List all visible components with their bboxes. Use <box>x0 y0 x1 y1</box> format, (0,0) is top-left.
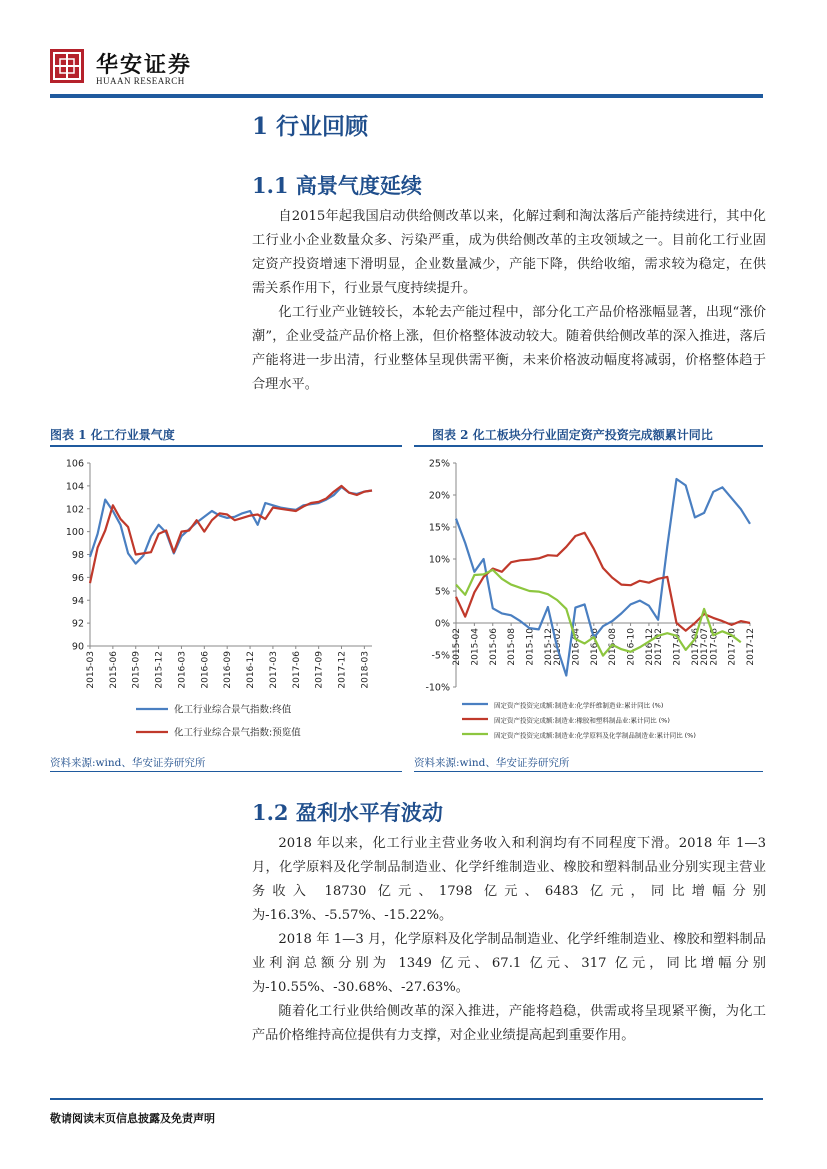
x-tick-label: 2017-09 <box>314 651 325 689</box>
x-tick-label: 2017-07 <box>700 628 711 666</box>
x-tick-label: 2015-10 <box>525 628 536 666</box>
figure-1-title: 图表 1 化工行业景气度 <box>50 428 175 442</box>
x-tick-label: 2017-03 <box>268 651 279 689</box>
brand-name: 华安证券 <box>96 52 193 78</box>
y-tick-label: 98 <box>71 550 84 561</box>
x-tick-label: 2015-04 <box>470 628 481 666</box>
chart-industry-prosperity <box>50 452 410 750</box>
x-tick-label: 2015-06 <box>108 651 119 689</box>
paragraph: 自2015年起我国启动供给侧改革以来，化解过剩和淘汰落后产能持续进行，其中化工行业小企业数量众多、污染严重，成为供给侧改革的主攻领域之一。目前化工行业固定资产投资增速下滑明显，企业数量减少，产能下降，供给收缩，需求较为稳定，在供需关系作用下，行业景气度持续提升。 <box>252 209 766 296</box>
series-line-2 <box>90 486 372 583</box>
y-tick-label: 102 <box>65 504 84 516</box>
x-tick-label: 2017-10 <box>727 628 738 666</box>
y-tick-label: 15% <box>428 522 450 534</box>
y-tick-label: 10% <box>428 554 450 566</box>
y-tick-label: -5% <box>431 650 450 662</box>
brand-name-en: HUAAN RESEARCH <box>96 76 185 86</box>
huaan-logo-icon <box>50 49 84 83</box>
paragraph: 2018 年 1—3 月，化学原料及化学制品制造业、化学纤维制造业、橡胶和塑料制品业利润总额分别为 1349 亿元、67.1 亿元、317 亿元，同比增幅分别为-10.55%、-30.68%、-27.63%。 <box>252 932 766 995</box>
figure-2-source: 资料来源:wind、华安证券研究所 <box>414 757 570 769</box>
x-tick-label: 2015-12 <box>154 651 165 689</box>
figure-2-rule <box>414 445 763 447</box>
subsection-1-2-body <box>252 832 766 1048</box>
x-tick-label: 2016-12 <box>644 628 655 666</box>
y-tick-label: 100 <box>65 527 84 539</box>
y-tick-label: 25% <box>428 458 450 470</box>
x-tick-label: 2017-06 <box>291 651 302 689</box>
subsection-title-1-1: 1.1 高景气度延续 <box>252 173 422 198</box>
y-tick-label: 96 <box>71 572 84 584</box>
x-tick-label: 2016-06 <box>589 628 600 666</box>
y-tick-label: 0% <box>434 618 450 630</box>
y-tick-label: 5% <box>434 586 450 598</box>
x-tick-label: 2016-03 <box>177 651 188 689</box>
x-tick-label: 2015-09 <box>131 651 142 689</box>
figure-2-source-rule <box>414 771 763 772</box>
legend-label-2: 化工行业综合景气指数:预览值 <box>174 727 301 739</box>
x-tick-label: 2016-04 <box>571 628 582 666</box>
figure-2-title: 图表 2 化工板块分行业固定资产投资完成额累计同比 <box>432 428 713 442</box>
legend-label-1: 固定资产投资完成额:制造业:化学纤维制造业:累计同比 (%) <box>494 701 664 710</box>
section-title: 1 行业回顾 <box>252 113 369 140</box>
x-tick-label: 2016-06 <box>200 651 211 689</box>
x-tick-label: 2015-12 <box>543 628 554 666</box>
legend-label-1: 化工行业综合景气指数:终值 <box>174 704 292 716</box>
x-tick-label: 2017-04 <box>672 628 683 666</box>
legend-label-2: 固定资产投资完成额:制造业:橡胶和塑料制品业:累计同比 (%) <box>494 716 670 725</box>
figure-1-rule <box>50 445 402 447</box>
series-line-1 <box>90 487 372 564</box>
figure-1-source-rule <box>50 771 402 772</box>
x-tick-label: 2017-08 <box>709 628 720 666</box>
x-tick-label: 2016-10 <box>626 628 637 666</box>
y-tick-label: 104 <box>65 481 84 493</box>
chart-fixed-asset-investment <box>414 452 766 750</box>
y-tick-label: 94 <box>71 595 84 607</box>
x-tick-label: 2017-06 <box>690 628 701 666</box>
x-tick-label: 2017-02 <box>654 628 665 666</box>
header-divider <box>50 94 763 98</box>
footer-divider <box>50 1098 763 1100</box>
paragraph: 2018 年以来，化工行业主营业务收入和利润均有不同程度下滑。2018 年 1—3 月，化学原料及化学制品制造业、化学纤维制造业、橡胶和塑料制品业分别实现主营业务收入 18730 亿元、1798 亿元、6483 亿元，同比增幅分别为-16.3%、-5.57%、-15.22%。 <box>252 836 766 923</box>
figure-1-source: 资料来源:wind、华安证券研究所 <box>50 757 206 769</box>
x-tick-label: 2016-02 <box>553 628 564 666</box>
y-tick-label: 20% <box>428 490 450 502</box>
y-tick-label: 106 <box>65 458 84 470</box>
y-tick-label: 92 <box>71 618 84 630</box>
subsection-1-1-body <box>252 205 766 397</box>
x-tick-label: 2015-06 <box>488 628 499 666</box>
subsection-title-1-2: 1.2 盈利水平有波动 <box>252 800 443 825</box>
y-tick-label: 90 <box>71 641 84 653</box>
y-tick-label: -10% <box>425 682 450 694</box>
x-tick-label: 2015-08 <box>507 628 518 666</box>
x-tick-label: 2015-03 <box>86 651 96 689</box>
x-tick-label: 2016-08 <box>608 628 619 666</box>
paragraph: 化工行业产业链较长，本轮去产能过程中，部分化工产品价格涨幅显著，出现“涨价潮”，企业受益产品价格上涨，但价格整体波动较大。随着供给侧改革的深入推进，落后产能将进一步出清，行业整体呈现供需平衡，未来价格波动幅度将减弱，价格整体趋于合理水平。 <box>252 305 766 392</box>
x-tick-label: 2017-12 <box>337 651 348 689</box>
footer-disclaimer: 敬请阅读末页信息披露及免责声明 <box>50 1112 215 1125</box>
x-tick-label: 2015-02 <box>452 628 462 666</box>
x-tick-label: 2016-12 <box>246 651 257 689</box>
x-tick-label: 2018-03 <box>360 651 371 689</box>
legend-label-3: 固定资产投资完成额:制造业:化学原料及化学制品制造业:累计同比 (%) <box>494 731 696 740</box>
paragraph: 随着化工行业供给侧改革的深入推进，产能将趋稳，供需或将呈现紧平衡，为化工产品价格维持高位提供有力支撑，对企业业绩提高起到重要作用。 <box>252 1004 766 1043</box>
x-tick-label: 2016-09 <box>223 651 234 689</box>
x-tick-label: 2017-12 <box>746 628 756 666</box>
